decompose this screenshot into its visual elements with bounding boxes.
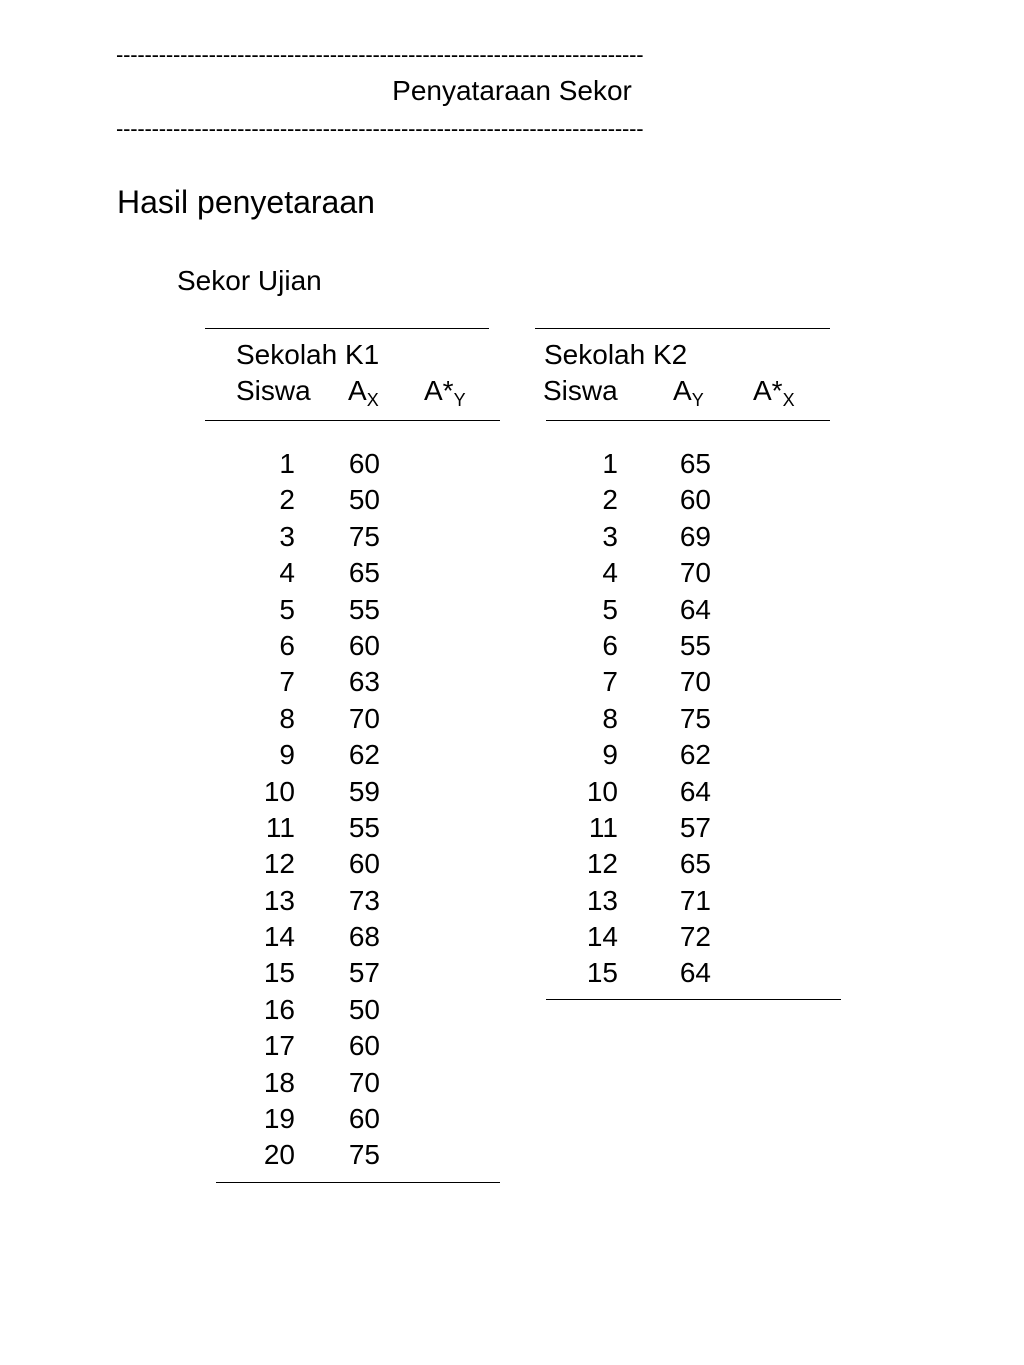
table-k2-header-rule (546, 420, 830, 421)
student-number: 7 (602, 666, 618, 698)
student-number: 6 (279, 629, 295, 661)
score-value: 55 (348, 593, 380, 625)
score-value: 75 (348, 520, 380, 552)
student-number: 5 (279, 593, 295, 625)
score-value: 55 (348, 811, 380, 843)
score-value: 59 (348, 775, 380, 807)
score-value: 69 (679, 520, 711, 552)
section-heading: Hasil penyetaraan (117, 184, 375, 220)
student-number: 1 (279, 448, 295, 479)
table-k1-group-label: Sekolah K1 (236, 339, 380, 370)
student-number: 11 (265, 811, 295, 843)
student-number: 12 (586, 848, 618, 880)
table-k1-col-student: Siswa (236, 375, 311, 406)
table-k1-bottom-rule (216, 1182, 500, 1183)
student-number: 10 (263, 775, 295, 807)
score-value: 70 (348, 702, 380, 734)
student-number: 12 (263, 848, 295, 880)
student-number: 11 (588, 811, 618, 843)
table-k2-bottom-rule (546, 999, 841, 1000)
score-value: 70 (348, 1066, 380, 1098)
table-k1-col-equated: $A*_Y$ (424, 375, 466, 410)
section-subheading: Sekor Ujian (177, 265, 322, 296)
student-number: 3 (602, 520, 618, 552)
score-value: 62 (348, 739, 380, 771)
score-value: 70 (679, 557, 711, 589)
student-number: 1 (602, 448, 618, 479)
student-number: 16 (263, 993, 295, 1025)
student-number: 15 (263, 957, 295, 989)
student-number: 18 (263, 1066, 295, 1098)
score-value: 75 (679, 702, 711, 734)
student-number: 14 (263, 921, 295, 953)
score-value: 60 (348, 629, 380, 661)
score-value: 62 (679, 739, 711, 771)
score-value: 75 (348, 1139, 380, 1171)
score-value: 57 (348, 957, 380, 989)
score-value: 64 (679, 775, 711, 807)
student-number: 13 (586, 884, 618, 916)
score-value: 64 (679, 593, 711, 625)
table-k2-col-equated: $A*_X$ (753, 375, 795, 410)
table-k1-header-rule (205, 420, 500, 421)
score-value: 72 (679, 921, 711, 953)
score-value: 55 (679, 629, 711, 661)
student-number: 8 (602, 702, 618, 734)
student-number: 4 (602, 557, 618, 589)
score-value: 50 (348, 484, 380, 516)
score-value: 63 (348, 666, 380, 698)
score-value: 65 (348, 557, 380, 589)
score-value: 65 (679, 448, 711, 479)
bottom-dash-line: -------------------------------------------------------------------------- (116, 116, 644, 141)
student-number: 10 (586, 775, 618, 807)
table-k1-col-score: $A_X$ (348, 375, 379, 410)
student-number: 2 (602, 484, 618, 516)
score-value: 64 (679, 957, 711, 989)
score-value: 57 (679, 811, 711, 843)
student-number: 8 (279, 702, 295, 734)
score-value: 71 (679, 884, 711, 916)
student-number: 17 (263, 1030, 295, 1062)
score-value: 50 (348, 993, 380, 1025)
score-value: 60 (348, 1103, 380, 1135)
table-k2-top-rule (535, 328, 830, 329)
score-value: 60 (348, 848, 380, 880)
student-number: 9 (279, 739, 295, 771)
top-dash-line: -------------------------------------------------------------------------- (116, 42, 644, 67)
student-number: 13 (263, 884, 295, 916)
student-number: 2 (279, 484, 295, 516)
table-k2-col-score: $A_Y$ (673, 375, 704, 410)
table-k2-group-label: Sekolah K2 (544, 339, 688, 370)
score-value: 60 (348, 1030, 380, 1062)
student-number: 19 (263, 1103, 295, 1135)
score-value: 68 (348, 921, 380, 953)
student-number: 3 (279, 520, 295, 552)
table-k2-col-student: Siswa (543, 375, 618, 406)
student-number: 6 (602, 629, 618, 661)
student-number: 15 (586, 957, 618, 989)
student-number: 14 (586, 921, 618, 953)
score-value: 60 (348, 448, 380, 479)
student-number: 7 (279, 666, 295, 698)
student-number: 5 (602, 593, 618, 625)
score-value: 65 (679, 848, 711, 880)
page-title: Penyataraan Sekor (392, 75, 632, 106)
student-number: 4 (279, 557, 295, 589)
score-value: 73 (348, 884, 380, 916)
student-number: 9 (602, 739, 618, 771)
score-value: 60 (679, 484, 711, 516)
student-number: 20 (263, 1139, 295, 1171)
score-value: 70 (679, 666, 711, 698)
table-k1-top-rule (205, 328, 489, 329)
